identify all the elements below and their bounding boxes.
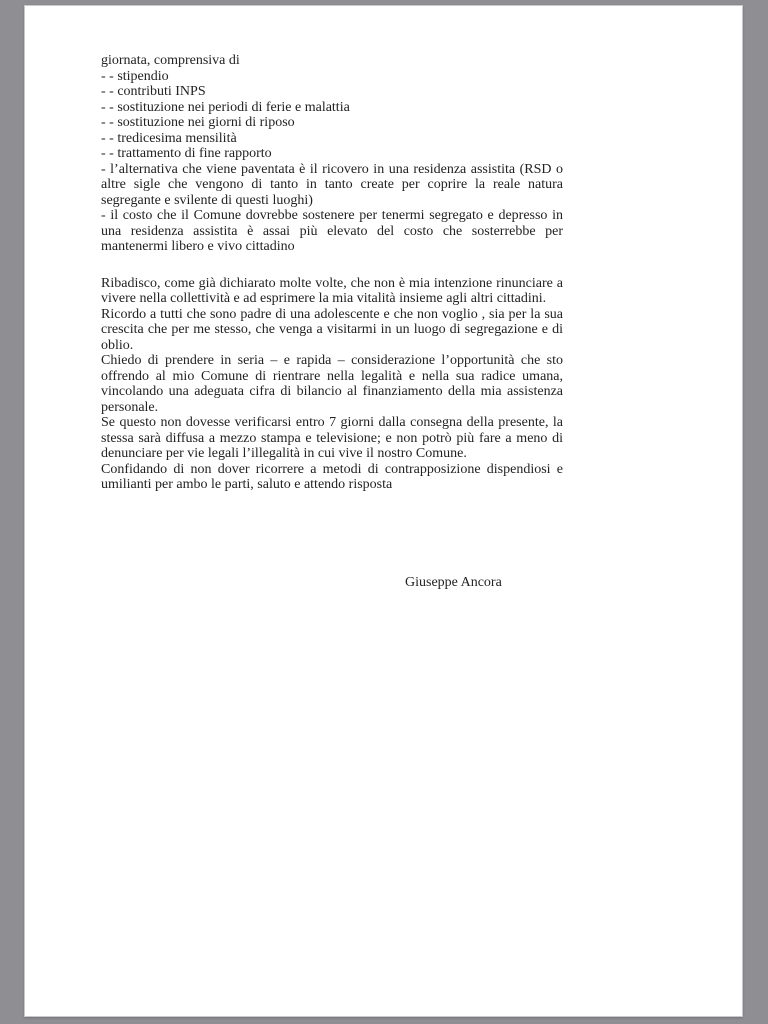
paragraph: Ribadisco, come già dichiarato molte volte, che non è mia intenzione rinunciare a vivere nella collettività e ad esprimere la mia vitalità insieme agli altri cittadini.: [101, 275, 563, 306]
paragraph: Ricordo a tutti che sono padre di una adolescente e che non voglio , sia per la sua crescita che per me stesso, che venga a visitarmi in un luogo di segregazione e di oblio.: [101, 306, 563, 353]
list-item: - - sostituzione nei giorni di riposo: [101, 115, 295, 130]
list-item: - - sostituzione nei periodi di ferie e malattia: [101, 99, 350, 115]
paragraph: Confidando di non dover ricorrere a metodi di contrapposizione dispendiosi e umilianti per ambo le parti, saluto e attendo risposta: [101, 461, 563, 492]
bullet-paragraph: - l’alternativa che viene paventata è il ricovero in una residenza assistita (RSD o altre sigle che vengono di tanto in tanto create per coprire la reale natura segregante e svilente di questi luoghi): [101, 161, 563, 208]
signature: Giuseppe Ancora: [405, 574, 502, 590]
paragraph: Chiedo di prendere in seria – e rapida – considerazione l’opportunità che sto offrendo al mio Comune di rientrare nella legalità e nella sua radice umana, vincolando una adeguata cifra di bilancio al finanziamento della mia assistenza personale.: [101, 353, 563, 415]
list-item: - - contributi INPS: [101, 84, 206, 99]
bullet-paragraph: - il costo che il Comune dovrebbe sostenere per tenermi segregato e depresso in una residenza assistita è assai più elevato del costo che sosterrebbe per mantenermi libero e vivo cittadino: [101, 208, 563, 254]
list-item: - - trattamento di fine rapporto: [101, 146, 272, 161]
intro-line: giornata, comprensiva di: [101, 53, 240, 68]
document-body: [101, 53, 563, 590]
document-page: [24, 5, 743, 1017]
paragraph: Se questo non dovesse verificarsi entro 7 giorni dalla consegna della presente, la stessa sarà diffusa a mezzo stampa e televisione; e non potrò più fare a meno di denunciare per vie legali l’illegalità in cui vive il nostro Comune.: [101, 415, 563, 461]
list-item: - - stipendio: [101, 68, 169, 84]
list-item: - - tredicesima mensilità: [101, 130, 237, 146]
